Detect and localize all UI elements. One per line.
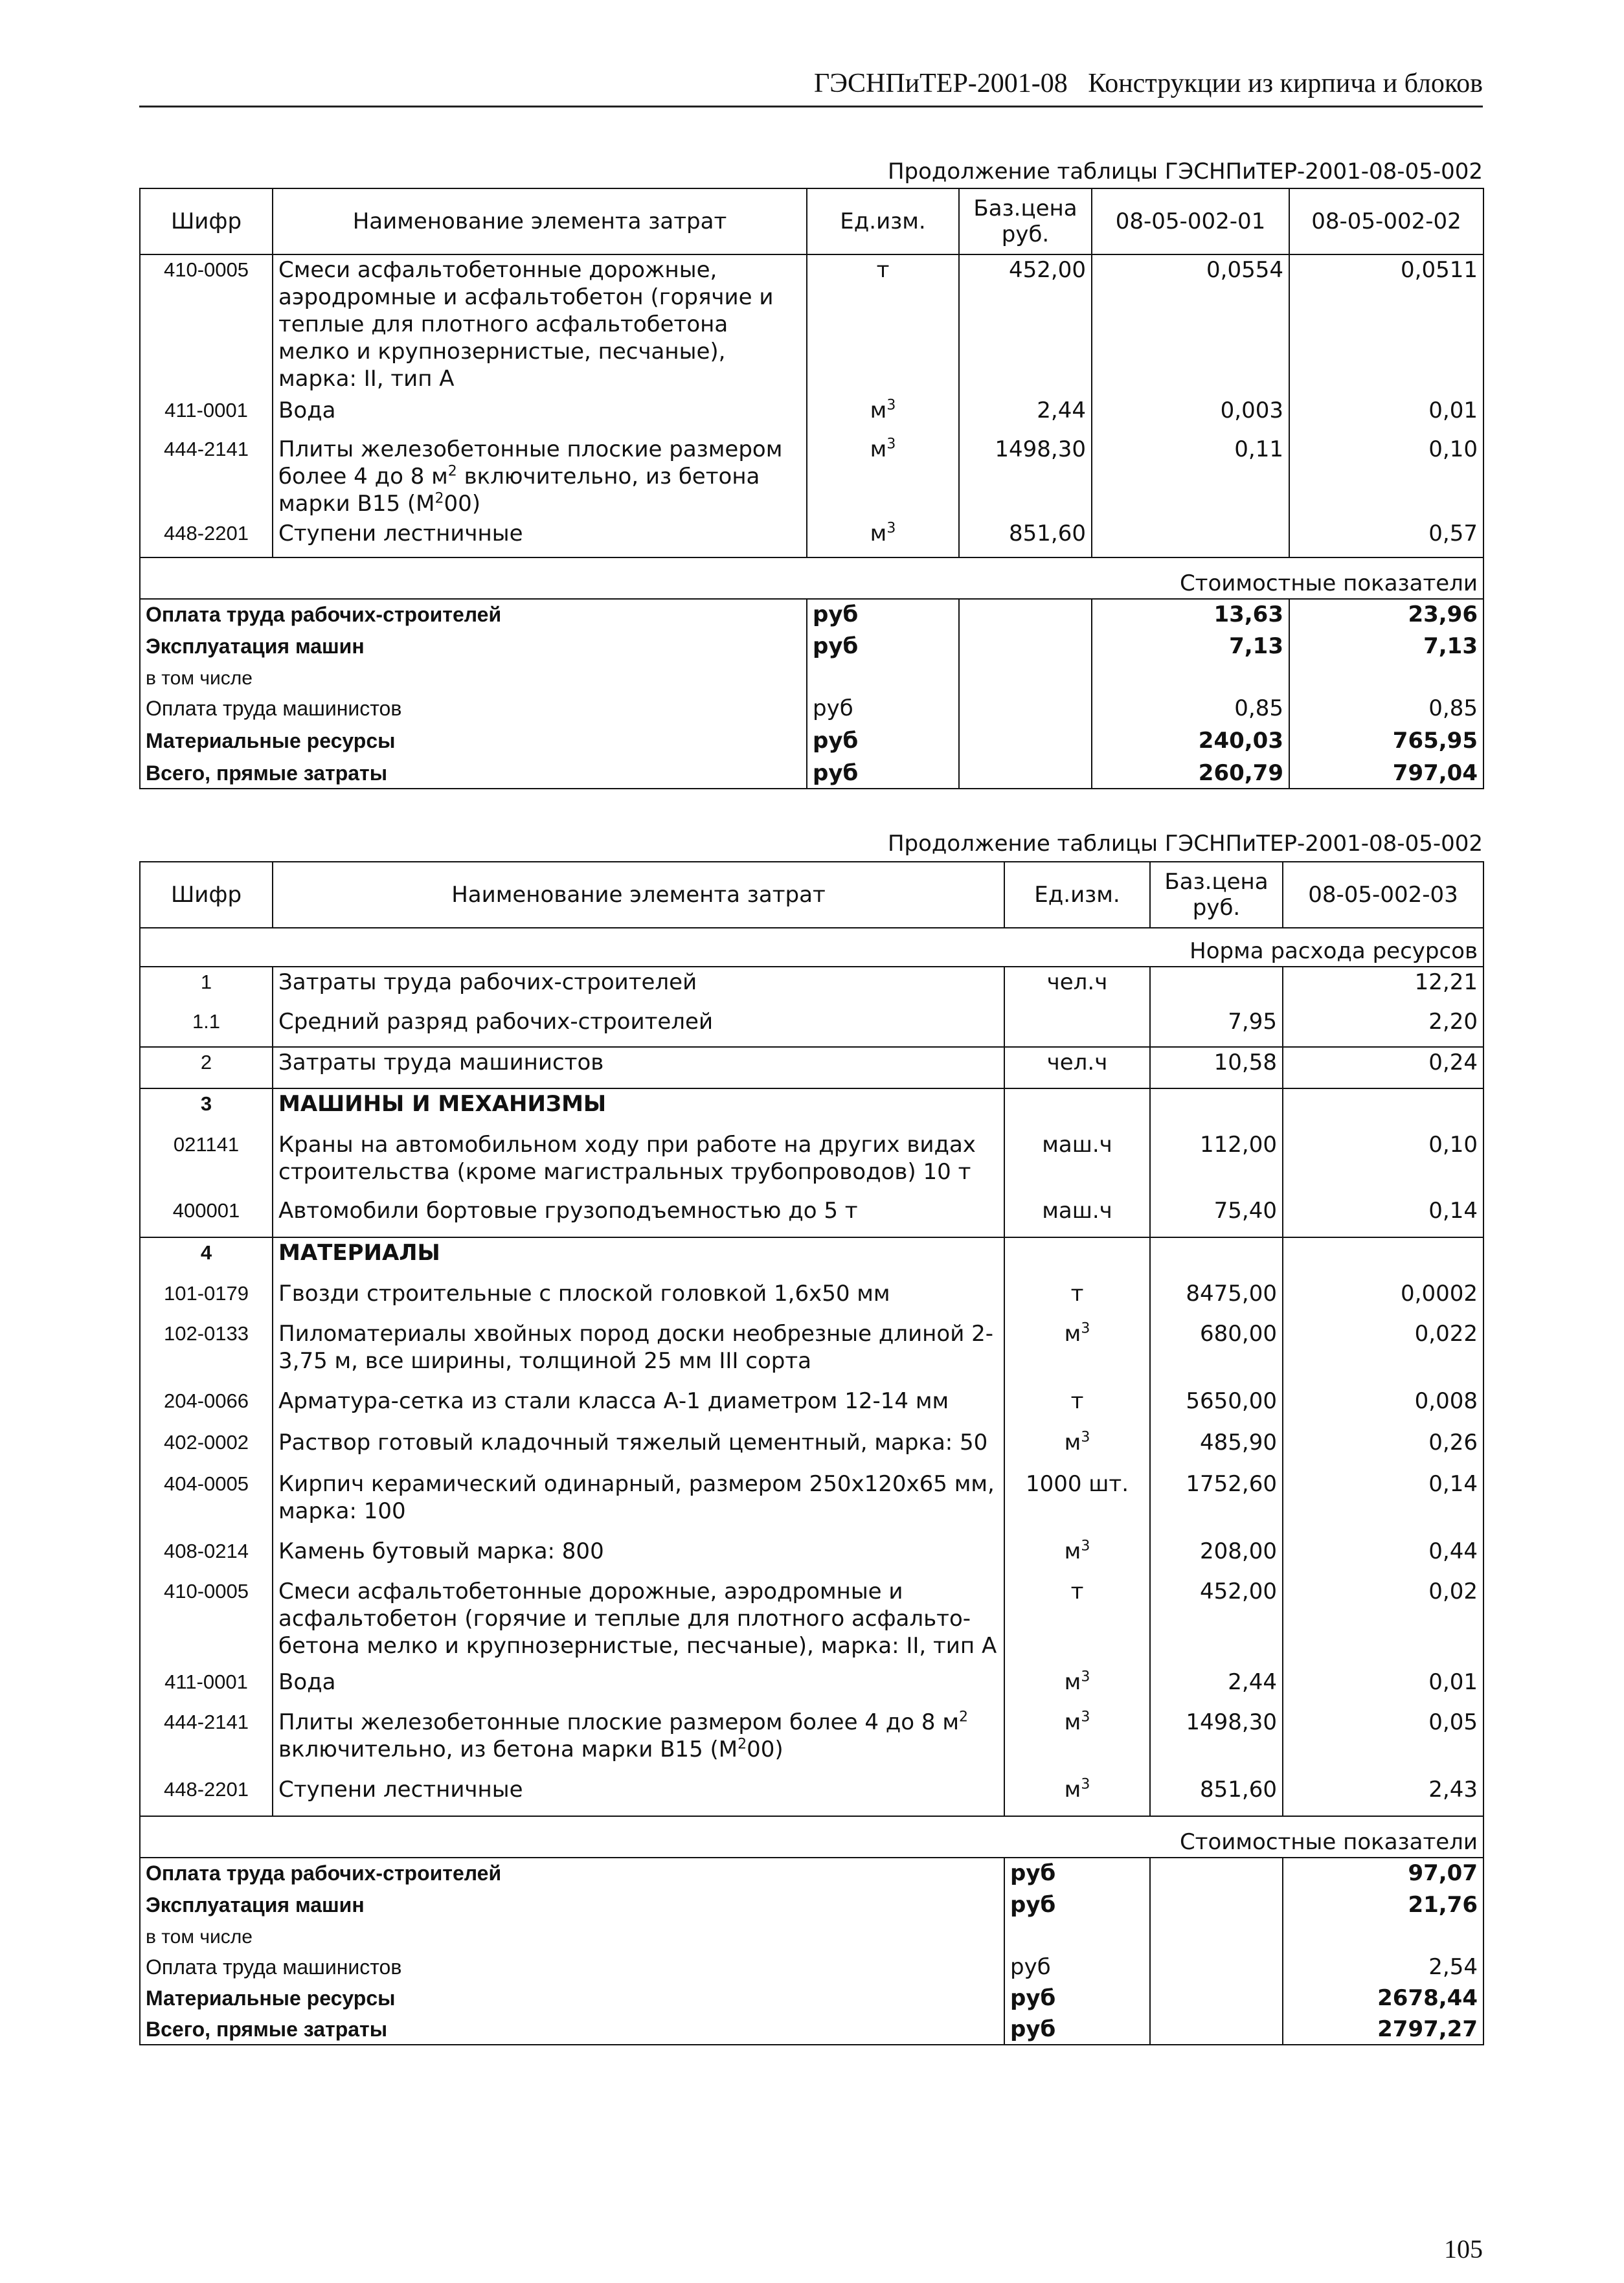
- cost-value-c1: 97,07: [1283, 1858, 1483, 1890]
- resource-code: 400001: [140, 1196, 273, 1237]
- cost-name: в том числе: [140, 1922, 1004, 1952]
- resource-name: Гвозди строительные с плоской головкой 1,6x50 мм: [273, 1279, 1004, 1319]
- cost-row: [140, 1983, 1483, 2014]
- resource-name: Автомобили бортовые грузоподъемностью до 5 т: [273, 1196, 1004, 1237]
- page-number: 105: [1444, 2234, 1483, 2264]
- resource-price: 851,60: [1150, 1775, 1283, 1816]
- resource-unit: $м^3$: [1004, 1667, 1150, 1707]
- resource-name: Затраты труда рабочих-строителей: [273, 967, 1004, 1007]
- resource-name: Ступени лестничные: [273, 519, 807, 557]
- table1-header-row: [140, 188, 1483, 254]
- cost-name: Оплата труда рабочих-строителей: [140, 1858, 1004, 1890]
- table-row: [140, 1577, 1483, 1667]
- cost-row: [140, 599, 1483, 631]
- resource-name: Пиломатериалы хвойных пород доски необрезные длиной 2-3,75 м, все ширины, толщиной 25 мм III сорта: [273, 1319, 1004, 1386]
- cost-name: Оплата труда машинистов: [140, 693, 807, 726]
- norm-value-c1: 2,43: [1283, 1775, 1483, 1816]
- superscript: 3: [1081, 1669, 1090, 1685]
- cost-name: Материальные ресурсы: [140, 1983, 1004, 2014]
- superscript: 2: [738, 1736, 747, 1753]
- cost-unit: руб: [807, 758, 959, 789]
- header-subtitle: Конструкции из кирпича и блоков: [1088, 69, 1483, 98]
- resource-price: 5650,00: [1150, 1386, 1283, 1428]
- resource-price: [1150, 1237, 1283, 1279]
- resource-unit: $м^3$: [807, 396, 959, 434]
- table-row: [140, 1088, 1483, 1130]
- resource-price: 851,60: [959, 519, 1092, 557]
- superscript: 2: [434, 490, 444, 507]
- cost-unit: руб: [807, 693, 959, 726]
- resource-code: 3: [140, 1088, 273, 1130]
- resource-code: 4: [140, 1237, 273, 1279]
- col-header-price: Баз.цена руб.: [959, 188, 1092, 254]
- col-header-name: Наименование элемента затрат: [273, 188, 807, 254]
- resource-name: МАТЕРИАЛЫ: [273, 1237, 1004, 1279]
- resource-name: Плиты железобетонные плоские размером более 4 до 8 $м^2$ включительно, из бетона марки В15 $(М^200)$: [273, 1707, 1004, 1775]
- superscript: 3: [1081, 1709, 1090, 1726]
- resource-unit: $м^3$: [1004, 1319, 1150, 1386]
- cost-value-c2: 7,13: [1289, 631, 1483, 664]
- col-header-c1: 08-05-002-03: [1283, 862, 1483, 928]
- table-row: [140, 396, 1483, 434]
- norm-value-c2: 0,0511: [1289, 254, 1483, 396]
- cost-row: [140, 1952, 1483, 1983]
- norm-value-c1: [1283, 1237, 1483, 1279]
- resource-unit: $м^3$: [1004, 1428, 1150, 1469]
- resource-name: Вода: [273, 1667, 1004, 1707]
- resource-code: 444-2141: [140, 1707, 273, 1775]
- resource-name: Раствор готовый кладочный тяжелый цементный, марка: 50: [273, 1428, 1004, 1469]
- cost-value-c2: [1289, 664, 1483, 693]
- resource-code: 1: [140, 967, 273, 1007]
- cost-price: [1150, 1983, 1283, 2014]
- norm-section-label: Норма расхода ресурсов: [140, 928, 1483, 967]
- superscript: 2: [447, 463, 457, 480]
- col-header-unit: Ед.изм.: [807, 188, 959, 254]
- cost-value-c1: 260,79: [1092, 758, 1289, 789]
- cost-row: [140, 693, 1483, 726]
- resource-table-1: [139, 188, 1484, 789]
- resource-unit: $м^3$: [1004, 1536, 1150, 1577]
- resource-code: 402-0002: [140, 1428, 273, 1469]
- resource-unit: $м^3$: [1004, 1707, 1150, 1775]
- cost-unit: руб: [1004, 1983, 1150, 2014]
- resource-code: 411-0001: [140, 1667, 273, 1707]
- norm-value-c1: 0,0554: [1092, 254, 1289, 396]
- cost-row: [140, 1890, 1483, 1922]
- norm-value-c1: 0,44: [1283, 1536, 1483, 1577]
- cost-name: Оплата труда машинистов: [140, 1952, 1004, 1983]
- cost-unit: [807, 664, 959, 693]
- cost-section-row: [140, 557, 1483, 599]
- norm-value-c1: 0,14: [1283, 1469, 1483, 1536]
- cost-row: [140, 664, 1483, 693]
- cost-price: [959, 599, 1092, 631]
- resource-unit: [1004, 1237, 1150, 1279]
- table-row: [140, 967, 1483, 1007]
- cost-unit: руб: [807, 599, 959, 631]
- norm-value-c1: [1092, 519, 1289, 557]
- cost-name: Эксплуатация машин: [140, 631, 807, 664]
- resource-code: 1.1: [140, 1007, 273, 1047]
- resource-unit: [1004, 1088, 1150, 1130]
- table1-rows: [140, 254, 1483, 789]
- table-row: [140, 434, 1483, 519]
- norm-value-c1: 0,05: [1283, 1707, 1483, 1775]
- header-title: ГЭСНПиТЕР-2001-08: [813, 69, 1068, 98]
- resource-name: Камень бутовый марка: 800: [273, 1536, 1004, 1577]
- col-header-name: Наименование элемента затрат: [273, 862, 1004, 928]
- resource-unit: т: [1004, 1577, 1150, 1667]
- cost-value-c1: 21,76: [1283, 1890, 1483, 1922]
- table-row: [140, 1667, 1483, 1707]
- superscript: 3: [1081, 1320, 1090, 1337]
- superscript: 3: [1081, 1776, 1090, 1793]
- resource-unit: чел.ч: [1004, 1047, 1150, 1088]
- cost-value-c2: 23,96: [1289, 599, 1483, 631]
- norm-value-c1: 0,26: [1283, 1428, 1483, 1469]
- cost-section-label: Стоимостные показатели: [140, 557, 1483, 599]
- col-header-code: Шифр: [140, 188, 273, 254]
- cost-name: Материальные ресурсы: [140, 726, 807, 758]
- norm-value-c1: 0,10: [1283, 1130, 1483, 1196]
- resource-code: 444-2141: [140, 434, 273, 519]
- cost-unit: руб: [807, 726, 959, 758]
- resource-name: Средний разряд рабочих-строителей: [273, 1007, 1004, 1047]
- table-row: [140, 1536, 1483, 1577]
- resource-name: Арматура-сетка из стали класса А-1 диаметром 12-14 мм: [273, 1386, 1004, 1428]
- norm-value-c2: 0,10: [1289, 434, 1483, 519]
- table-row: [140, 1319, 1483, 1386]
- resource-unit: т: [807, 254, 959, 396]
- cost-row: [140, 2014, 1483, 2045]
- cost-price: [1150, 2014, 1283, 2045]
- table-row: [140, 1707, 1483, 1775]
- superscript: 3: [1081, 1429, 1090, 1446]
- cost-price: [1150, 1922, 1283, 1952]
- cost-value-c1: 2,54: [1283, 1952, 1483, 1983]
- resource-price: [1150, 1088, 1283, 1130]
- cost-name: Эксплуатация машин: [140, 1890, 1004, 1922]
- cost-unit: руб: [807, 631, 959, 664]
- superscript: 2: [958, 1709, 968, 1726]
- col-header-c1: 08-05-002-01: [1092, 188, 1289, 254]
- norm-value-c2: 0,01: [1289, 396, 1483, 434]
- table2-caption: Продолжение таблицы ГЭСНПиТЕР-2001-08-05-002: [887, 831, 1483, 857]
- cost-price: [959, 664, 1092, 693]
- resource-price: 452,00: [959, 254, 1092, 396]
- cost-price: [959, 631, 1092, 664]
- resource-code: 411-0001: [140, 396, 273, 434]
- resource-price: 1498,30: [959, 434, 1092, 519]
- cost-unit: руб: [1004, 1890, 1150, 1922]
- col-header-c2: 08-05-002-02: [1289, 188, 1483, 254]
- cost-price: [959, 693, 1092, 726]
- resource-code: 204-0066: [140, 1386, 273, 1428]
- table-row: [140, 1279, 1483, 1319]
- cost-price: [1150, 1952, 1283, 1983]
- resource-unit: т: [1004, 1279, 1150, 1319]
- col-header-unit: Ед.изм.: [1004, 862, 1150, 928]
- norm-value-c1: 0,01: [1283, 1667, 1483, 1707]
- norm-value-c1: 12,21: [1283, 967, 1483, 1007]
- cost-price: [1150, 1858, 1283, 1890]
- resource-name: МАШИНЫ И МЕХАНИЗМЫ: [273, 1088, 1004, 1130]
- norm-value-c1: 0,003: [1092, 396, 1289, 434]
- resource-unit: т: [1004, 1386, 1150, 1428]
- norm-value-c2: 0,57: [1289, 519, 1483, 557]
- cost-unit: руб: [1004, 1858, 1150, 1890]
- table1-caption: Продолжение таблицы ГЭСНПиТЕР-2001-08-05-002: [887, 159, 1483, 185]
- cost-row: [140, 1922, 1483, 1952]
- header-rule: [139, 106, 1483, 107]
- resource-name: Вода: [273, 396, 807, 434]
- cost-price: [959, 726, 1092, 758]
- col-header-price: Баз.цена руб.: [1150, 862, 1283, 928]
- cost-value-c1: 7,13: [1092, 631, 1289, 664]
- superscript: 3: [886, 397, 896, 414]
- resource-price: 8475,00: [1150, 1279, 1283, 1319]
- resource-price: 2,44: [1150, 1667, 1283, 1707]
- resource-code: 448-2201: [140, 519, 273, 557]
- resource-unit: $м^3$: [807, 434, 959, 519]
- cost-price: [959, 758, 1092, 789]
- norm-value-c1: 0,14: [1283, 1196, 1483, 1237]
- resource-price: 452,00: [1150, 1577, 1283, 1667]
- norm-value-c1: 0,022: [1283, 1319, 1483, 1386]
- table-row: [140, 1047, 1483, 1088]
- resource-unit: маш.ч: [1004, 1130, 1150, 1196]
- norm-value-c1: 0,0002: [1283, 1279, 1483, 1319]
- table2-rows: [140, 928, 1483, 2045]
- table-row: [140, 1775, 1483, 1816]
- resource-table-2: [139, 861, 1484, 2045]
- resource-unit: чел.ч: [1004, 967, 1150, 1007]
- cost-row: [140, 1858, 1483, 1890]
- table-row: [140, 1428, 1483, 1469]
- norm-value-c1: 0,11: [1092, 434, 1289, 519]
- resource-name: Смеси асфальтобетонные дорожные, аэродромные и асфальтобетон (горячие и теплые для плотного асфальтобетона мелко и крупнозернистые, песчаные), марка: II, тип А: [273, 254, 807, 396]
- table-row: [140, 1007, 1483, 1047]
- superscript: 3: [1081, 1538, 1090, 1555]
- running-header: [139, 68, 1483, 99]
- cost-value-c1: 240,03: [1092, 726, 1289, 758]
- cost-unit: руб: [1004, 1952, 1150, 1983]
- resource-name: Кирпич керамический одинарный, размером 250x120x65 мм, марка: 100: [273, 1469, 1004, 1536]
- resource-price: 485,90: [1150, 1428, 1283, 1469]
- resource-unit: $м^3$: [807, 519, 959, 557]
- table-row: [140, 1237, 1483, 1279]
- cost-section-label: Стоимостные показатели: [140, 1816, 1483, 1858]
- resource-price: 1498,30: [1150, 1707, 1283, 1775]
- resource-code: 408-0214: [140, 1536, 273, 1577]
- resource-price: 75,40: [1150, 1196, 1283, 1237]
- resource-code: 101-0179: [140, 1279, 273, 1319]
- cost-unit: руб: [1004, 2014, 1150, 2045]
- resource-unit: [1004, 1007, 1150, 1047]
- resource-price: 7,95: [1150, 1007, 1283, 1047]
- table-row: [140, 1196, 1483, 1237]
- cost-row: [140, 631, 1483, 664]
- resource-price: 208,00: [1150, 1536, 1283, 1577]
- cost-value-c1: 2797,27: [1283, 2014, 1483, 2045]
- resource-price: 680,00: [1150, 1319, 1283, 1386]
- resource-code: 448-2201: [140, 1775, 273, 1816]
- resource-code: 2: [140, 1047, 273, 1088]
- resource-unit: 1000 шт.: [1004, 1469, 1150, 1536]
- cost-value-c1: 13,63: [1092, 599, 1289, 631]
- resource-code: 404-0005: [140, 1469, 273, 1536]
- resource-name: Ступени лестничные: [273, 1775, 1004, 1816]
- resource-name: Смеси асфальтобетонные дорожные, аэродромные и асфальтобетон (горячие и теплые для плотного асфальто-бетона мелко и крупнозернистые, песчаные), марка: II, тип А: [273, 1577, 1004, 1667]
- resource-price: 2,44: [959, 396, 1092, 434]
- resource-code: 102-0133: [140, 1319, 273, 1386]
- norm-value-c1: 0,008: [1283, 1386, 1483, 1428]
- superscript: 3: [886, 520, 896, 537]
- cost-row: [140, 726, 1483, 758]
- cost-name: Всего, прямые затраты: [140, 2014, 1004, 2045]
- cost-value-c2: 0,85: [1289, 693, 1483, 726]
- resource-code: 410-0005: [140, 1577, 273, 1667]
- norm-value-c1: 2,20: [1283, 1007, 1483, 1047]
- cost-value-c2: 765,95: [1289, 726, 1483, 758]
- cost-row: [140, 758, 1483, 789]
- cost-name: в том числе: [140, 664, 807, 693]
- resource-code: 021141: [140, 1130, 273, 1196]
- cost-value-c1: [1092, 664, 1289, 693]
- table-row: [140, 1130, 1483, 1196]
- resource-name: Краны на автомобильном ходу при работе на других видах строительства (кроме магистральных трубопроводов) 10 т: [273, 1130, 1004, 1196]
- norm-value-c1: 0,24: [1283, 1047, 1483, 1088]
- resource-price: 1752,60: [1150, 1469, 1283, 1536]
- cost-value-c2: 797,04: [1289, 758, 1483, 789]
- resource-name: Затраты труда машинистов: [273, 1047, 1004, 1088]
- norm-section-row: [140, 928, 1483, 967]
- cost-name: Оплата труда рабочих-строителей: [140, 599, 807, 631]
- table-row: [140, 254, 1483, 396]
- table2-header-row: [140, 862, 1483, 928]
- cost-value-c1: [1283, 1922, 1483, 1952]
- resource-code: 410-0005: [140, 254, 273, 396]
- superscript: 3: [886, 436, 896, 453]
- resource-unit: $м^3$: [1004, 1775, 1150, 1816]
- cost-value-c1: 2678,44: [1283, 1983, 1483, 2014]
- cost-price: [1150, 1890, 1283, 1922]
- cost-section-row: [140, 1816, 1483, 1858]
- norm-value-c1: [1283, 1088, 1483, 1130]
- resource-name: Плиты железобетонные плоские размером более 4 до 8 $м^2$ включительно, из бетона марки В15 $(М^200)$: [273, 434, 807, 519]
- resource-price: 10,58: [1150, 1047, 1283, 1088]
- cost-value-c1: 0,85: [1092, 693, 1289, 726]
- norm-value-c1: 0,02: [1283, 1577, 1483, 1667]
- resource-price: [1150, 967, 1283, 1007]
- cost-unit: [1004, 1922, 1150, 1952]
- cost-name: Всего, прямые затраты: [140, 758, 807, 789]
- col-header-code: Шифр: [140, 862, 273, 928]
- table-row: [140, 1469, 1483, 1536]
- resource-price: 112,00: [1150, 1130, 1283, 1196]
- table-row: [140, 519, 1483, 557]
- table-row: [140, 1386, 1483, 1428]
- resource-unit: маш.ч: [1004, 1196, 1150, 1237]
